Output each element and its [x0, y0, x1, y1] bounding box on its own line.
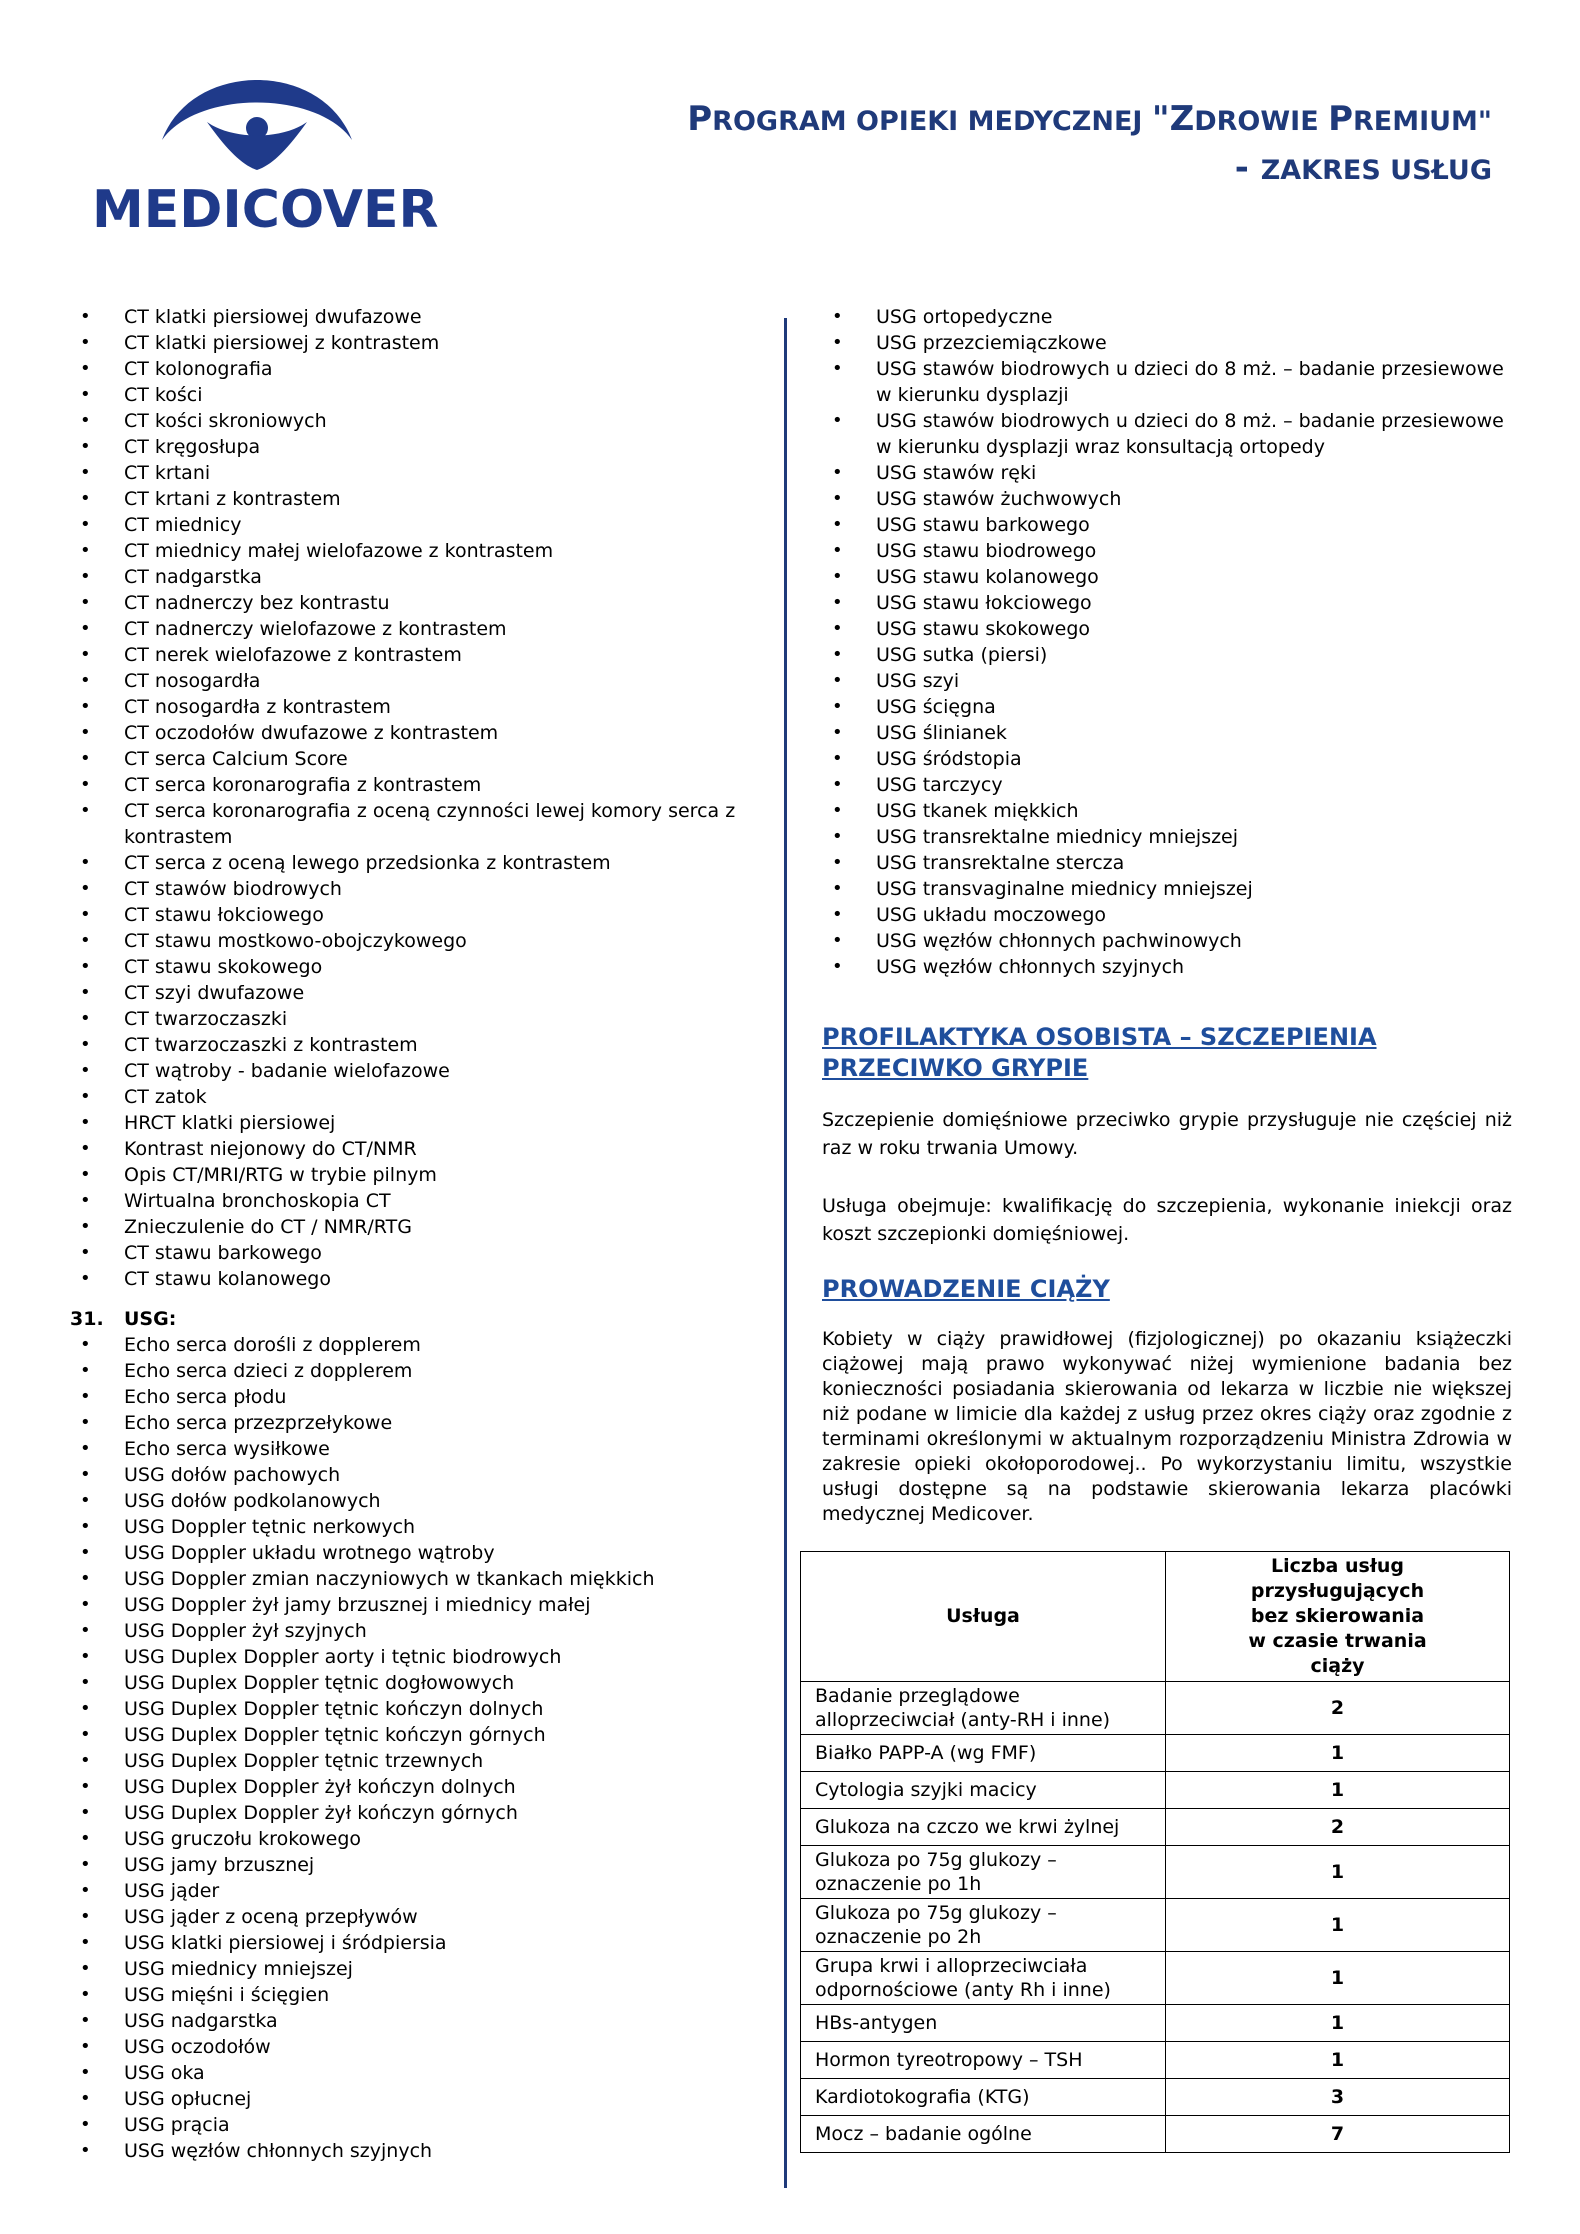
- medicover-logo: [92, 70, 439, 240]
- service-count-cell: 1: [1166, 1899, 1510, 1952]
- header-count-line: bez skierowania: [1250, 1605, 1425, 1627]
- service-count-cell: 1: [1166, 1846, 1510, 1899]
- list-item: • CT oczodołów dwufazowe z kontrastem: [70, 720, 770, 746]
- list-item: • USG tarczycy: [822, 772, 1512, 798]
- table-row: [801, 1899, 1510, 1952]
- list-item: • CT serca Calcium Score: [70, 746, 770, 772]
- list-item: • USG stawów biodrowych u dzieci do 8 mż. – badanie przesiewowe w kierunku dysplazji: [822, 356, 1512, 408]
- list-item: • CT stawów biodrowych: [70, 876, 770, 902]
- service-name-cell: Cytologia szyjki macicy: [801, 1772, 1166, 1809]
- title-part: -: [1234, 148, 1261, 188]
- medicover-emblem-icon: [152, 70, 362, 180]
- list-item: • USG dołów podkolanowych: [70, 1488, 770, 1514]
- list-item: • USG oka: [70, 2060, 770, 2086]
- list-item: • CT serca koronarografia z oceną czynności lewej komory serca z kontrastem: [70, 798, 770, 850]
- service-name-cell: Mocz – badanie ogólne: [801, 2116, 1166, 2153]
- service-name-cell: Kardiotokografia (KTG): [801, 2079, 1166, 2116]
- list-item: • CT zatok: [70, 1084, 770, 1110]
- list-item: • CT kości: [70, 382, 770, 408]
- pregnancy-services-table: [800, 1551, 1510, 2153]
- list-item: • CT serca koronarografia z kontrastem: [70, 772, 770, 798]
- list-item: • CT nadnerczy wielofazowe z kontrastem: [70, 616, 770, 642]
- service-count-cell: 3: [1166, 2079, 1510, 2116]
- list-item: • USG Doppler układu wrotnego wątroby: [70, 1540, 770, 1566]
- list-item: • CT stawu skokowego: [70, 954, 770, 980]
- list-item: • CT kolonografia: [70, 356, 770, 382]
- list-item: • USG nadgarstka: [70, 2008, 770, 2034]
- list-item: • USG Doppler żył szyjnych: [70, 1618, 770, 1644]
- list-item: • USG prącia: [70, 2112, 770, 2138]
- list-item: • USG stawu biodrowego: [822, 538, 1512, 564]
- list-item: • USG Duplex Doppler tętnic trzewnych: [70, 1748, 770, 1774]
- service-name-cell: Badanie przeglądowe alloprzeciwciał (anty-RH i inne): [801, 1682, 1166, 1735]
- service-count-cell: 1: [1166, 1952, 1510, 2005]
- list-item: • CT stawu barkowego: [70, 1240, 770, 1266]
- list-item: • CT stawu łokciowego: [70, 902, 770, 928]
- list-item: • CT stawu kolanowego: [70, 1266, 770, 1292]
- list-item: • USG sutka (piersi): [822, 642, 1512, 668]
- list-item: • HRCT klatki piersiowej: [70, 1110, 770, 1136]
- list-item: • USG śródstopia: [822, 746, 1512, 772]
- service-count-cell: 2: [1166, 1809, 1510, 1846]
- service-count-cell: 1: [1166, 1772, 1510, 1809]
- list-item: • CT klatki piersiowej dwufazowe: [70, 304, 770, 330]
- list-item: • USG stawów ręki: [822, 460, 1512, 486]
- list-item: • USG stawu łokciowego: [822, 590, 1512, 616]
- list-item: • CT twarzoczaszki z kontrastem: [70, 1032, 770, 1058]
- header-service: Usługa: [801, 1552, 1166, 1682]
- pregnancy-heading: PROWADZENIE CIĄŻY: [822, 1275, 1110, 1303]
- service-name-cell: Glukoza na czczo we krwi żylnej: [801, 1809, 1166, 1846]
- title-line-1: [687, 96, 1492, 145]
- section-number: 31.: [70, 1308, 104, 1330]
- list-item: • USG transrektalne miednicy mniejszej: [822, 824, 1512, 850]
- service-count-cell: 1: [1166, 2042, 1510, 2079]
- list-item: • Echo serca dzieci z dopplerem: [70, 1358, 770, 1384]
- list-item: • CT nerek wielofazowe z kontrastem: [70, 642, 770, 668]
- list-item: • USG stawów żuchwowych: [822, 486, 1512, 512]
- list-item: • USG Doppler żył jamy brzusznej i miednicy małej: [70, 1592, 770, 1618]
- list-item: • USG Duplex Doppler tętnic kończyn dolnych: [70, 1696, 770, 1722]
- list-item: • CT stawu mostkowo-obojczykowego: [70, 928, 770, 954]
- list-item: • USG przezciemiączkowe: [822, 330, 1512, 356]
- list-item: • USG Duplex Doppler tętnic kończyn górnych: [70, 1722, 770, 1748]
- flu-heading-line-2: PRZECIWKO GRYPIE: [822, 1054, 1089, 1082]
- table-row: [801, 1846, 1510, 1899]
- list-item: • USG stawu skokowego: [822, 616, 1512, 642]
- list-item: • Echo serca dorośli z dopplerem: [70, 1332, 770, 1358]
- service-count-cell: 2: [1166, 1682, 1510, 1735]
- header-count-line: przysługujących: [1250, 1580, 1425, 1602]
- list-item: • USG miednicy mniejszej: [70, 1956, 770, 1982]
- list-item: • USG transrektalne stercza: [822, 850, 1512, 876]
- list-item: • USG węzłów chłonnych szyjnych: [822, 954, 1512, 980]
- section-title: USG:: [124, 1308, 177, 1330]
- list-item: • USG Duplex Doppler żył kończyn górnych: [70, 1800, 770, 1826]
- list-item: • USG tkanek miękkich: [822, 798, 1512, 824]
- usg-services-list-left: [70, 1332, 770, 2164]
- flu-heading-line-1: PROFILAKTYKA OSOBISTA – SZCZEPIENIA: [822, 1023, 1377, 1051]
- list-item: • CT miednicy: [70, 512, 770, 538]
- table-body: [801, 1682, 1510, 2153]
- list-item: • USG Duplex Doppler żył kończyn dolnych: [70, 1774, 770, 1800]
- usg-section-heading: [70, 1306, 770, 1332]
- service-name-cell: Glukoza po 75g glukozy – oznaczenie po 2h: [801, 1899, 1166, 1952]
- list-item: • CT krtani: [70, 460, 770, 486]
- header-count-line: ciąży: [1310, 1655, 1365, 1677]
- list-item: • CT miednicy małej wielofazowe z kontrastem: [70, 538, 770, 564]
- list-item: • Wirtualna bronchoskopia CT: [70, 1188, 770, 1214]
- service-name-cell: Białko PAPP-A (wg FMF): [801, 1735, 1166, 1772]
- service-name-cell: Hormon tyreotropowy – TSH: [801, 2042, 1166, 2079]
- flu-paragraph-2: Usługa obejmuje: kwalifikację do szczepienia, wykonanie iniekcji oraz koszt szczepionki domięśniowej.: [822, 1195, 1512, 1245]
- list-item: • CT krtani z kontrastem: [70, 486, 770, 512]
- right-column: [815, 304, 1512, 2153]
- left-column: [70, 304, 770, 2164]
- service-name-cell: Glukoza po 75g glukozy – oznaczenie po 1h: [801, 1846, 1166, 1899]
- list-item: • Echo serca wysiłkowe: [70, 1436, 770, 1462]
- list-item: • USG klatki piersiowej i śródpiersia: [70, 1930, 770, 1956]
- service-count-cell: 1: [1166, 1735, 1510, 1772]
- list-item: • CT nadnerczy bez kontrastu: [70, 590, 770, 616]
- list-item: • USG mięśni i ścięgien: [70, 1982, 770, 2008]
- list-item: • CT nosogardła: [70, 668, 770, 694]
- list-item: • CT serca z oceną lewego przedsionka z kontrastem: [70, 850, 770, 876]
- list-item: • Znieczulenie do CT / NMR/RTG: [70, 1214, 770, 1240]
- service-name-cell: HBs-antygen: [801, 2005, 1166, 2042]
- list-item: • Opis CT/MRI/RTG w trybie pilnym: [70, 1162, 770, 1188]
- list-item: • USG jamy brzusznej: [70, 1852, 770, 1878]
- list-item: • USG ortopedyczne: [822, 304, 1512, 330]
- title-part: ZAKRES USŁUG: [1260, 155, 1492, 186]
- title-part: "Z: [1151, 99, 1195, 139]
- list-item: • USG ślinianek: [822, 720, 1512, 746]
- list-item: • Echo serca przezprzełykowe: [70, 1410, 770, 1436]
- title-part: REMIUM": [1352, 106, 1492, 137]
- table-row: [801, 2042, 1510, 2079]
- list-item: • CT klatki piersiowej z kontrastem: [70, 330, 770, 356]
- list-item: • USG stawu barkowego: [822, 512, 1512, 538]
- logo-text: MEDICOVER: [92, 180, 439, 240]
- title-part: ROGRAM OPIEKI MEDYCZNEJ: [712, 106, 1152, 137]
- service-count-cell: 7: [1166, 2116, 1510, 2153]
- list-item: • CT kręgosłupa: [70, 434, 770, 460]
- table-row: [801, 1952, 1510, 2005]
- table-row: [801, 2116, 1510, 2153]
- table-row: [801, 1682, 1510, 1735]
- list-item: • USG gruczołu krokowego: [70, 1826, 770, 1852]
- table-row: [801, 1772, 1510, 1809]
- list-item: • USG Duplex Doppler tętnic dogłowowych: [70, 1670, 770, 1696]
- list-item: • CT twarzoczaszki: [70, 1006, 770, 1032]
- service-name-cell: Grupa krwi i alloprzeciwciała odpornościowe (anty Rh i inne): [801, 1952, 1166, 2005]
- list-item: • CT nosogardła z kontrastem: [70, 694, 770, 720]
- list-item: • USG jąder z oceną przepływów: [70, 1904, 770, 1930]
- list-item: • USG stawów biodrowych u dzieci do 8 mż. – badanie przesiewowe w kierunku dysplazji wraz konsultacją ortopedy: [822, 408, 1512, 460]
- list-item: • Kontrast niejonowy do CT/NMR: [70, 1136, 770, 1162]
- list-item: • USG jąder: [70, 1878, 770, 1904]
- flu-paragraph-1: Szczepienie domięśniowe przeciwko grypie przysługuje nie częściej niż raz w roku trwania Umowy.: [822, 1109, 1512, 1159]
- title-part: P: [687, 99, 713, 139]
- service-count-cell: 1: [1166, 2005, 1510, 2042]
- header-count-line: w czasie trwania: [1248, 1630, 1427, 1652]
- document-title: [687, 96, 1492, 194]
- table-header-row: [801, 1552, 1510, 1682]
- header-count-line: Liczba usług: [1271, 1555, 1404, 1577]
- column-divider: [784, 318, 787, 2188]
- list-item: • USG Duplex Doppler aorty i tętnic biodrowych: [70, 1644, 770, 1670]
- list-item: • CT szyi dwufazowe: [70, 980, 770, 1006]
- list-item: • USG Doppler tętnic nerkowych: [70, 1514, 770, 1540]
- ct-services-list: [70, 304, 770, 1292]
- list-item: • USG węzłów chłonnych szyjnych: [70, 2138, 770, 2164]
- list-item: • USG opłucnej: [70, 2086, 770, 2112]
- list-item: • USG oczodołów: [70, 2034, 770, 2060]
- list-item: • USG dołów pachowych: [70, 1462, 770, 1488]
- list-item: • CT wątroby - badanie wielofazowe: [70, 1058, 770, 1084]
- list-item: • USG szyi: [822, 668, 1512, 694]
- list-item: • USG układu moczowego: [822, 902, 1512, 928]
- table-row: [801, 2005, 1510, 2042]
- list-item: • USG węzłów chłonnych pachwinowych: [822, 928, 1512, 954]
- pregnancy-paragraph: Kobiety w ciąży prawidłowej (fizjologicznej) po okazaniu książeczki ciążowej mają prawo wykonywać niżej wymienione badania bez konieczności posiadania skierowania od lekarza w liczbie nie większej niż podane w limicie dla każdej z usług przez okres ciąży oraz zgodnie z terminami określonymi w aktualnym rozporządzeniu Ministra Zdrowia w zakresie opieki okołoporodowej.. Po wykorzystaniu limitu, wszystkie usługi dostępne są na podstawie skierowania lekarza placówki medycznej Medicover.: [822, 1328, 1512, 1525]
- table-row: [801, 1809, 1510, 1846]
- title-part: DROWIE: [1194, 106, 1329, 137]
- list-item: • CT nadgarstka: [70, 564, 770, 590]
- list-item: • USG stawu kolanowego: [822, 564, 1512, 590]
- table-row: [801, 1735, 1510, 1772]
- list-item: • Echo serca płodu: [70, 1384, 770, 1410]
- table-row: [801, 2079, 1510, 2116]
- list-item: • CT kości skroniowych: [70, 408, 770, 434]
- usg-services-list-right: [822, 304, 1512, 980]
- title-part: P: [1328, 99, 1353, 139]
- header-count: [1166, 1552, 1510, 1682]
- title-line-2: [687, 145, 1492, 194]
- list-item: • USG Doppler zmian naczyniowych w tkankach miękkich: [70, 1566, 770, 1592]
- list-item: • USG transvaginalne miednicy mniejszej: [822, 876, 1512, 902]
- list-item: • USG ścięgna: [822, 694, 1512, 720]
